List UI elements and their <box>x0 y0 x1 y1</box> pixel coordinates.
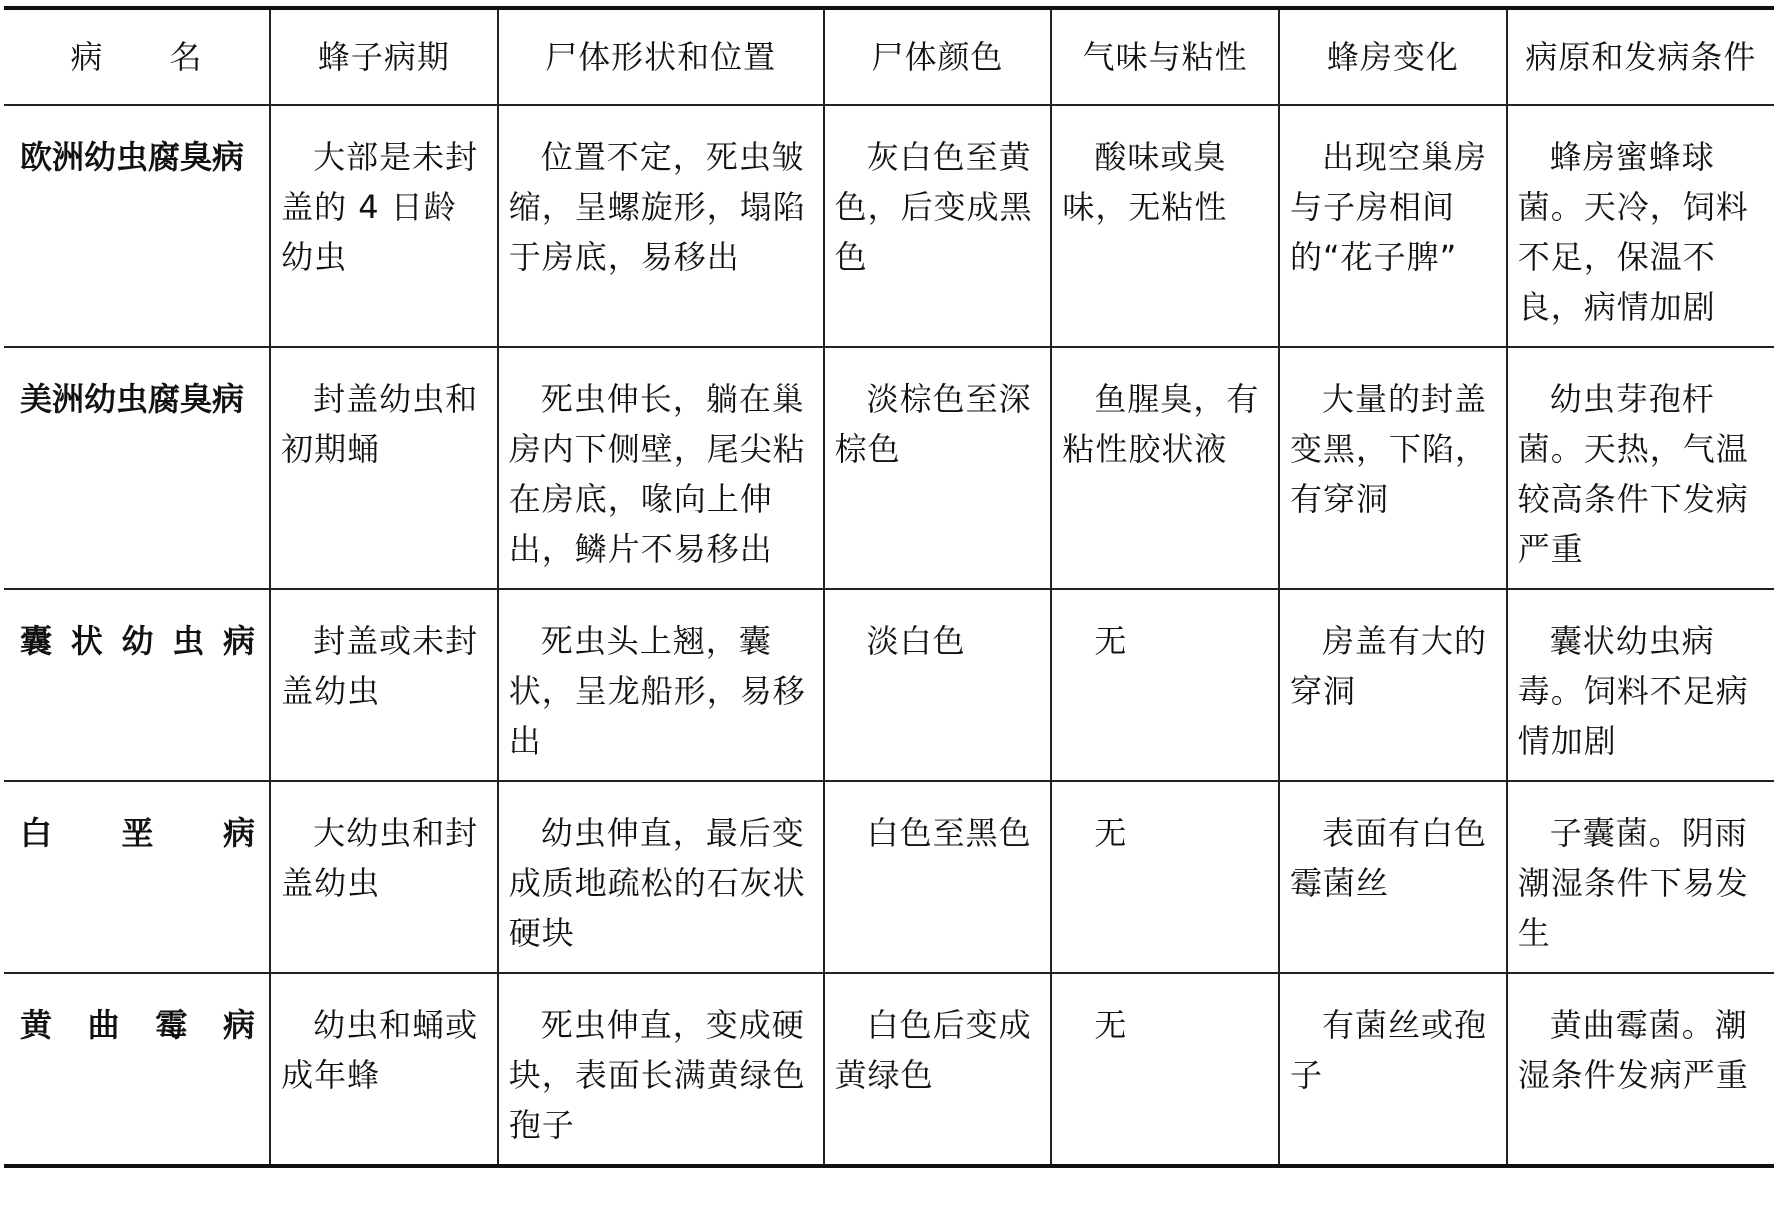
comb-change-cell: 有菌丝或孢子 <box>1279 973 1507 1166</box>
brood-stage-cell: 幼虫和蛹或成年蜂 <box>270 973 498 1166</box>
disease-name-cell: 白垩病 <box>4 781 270 973</box>
corpse-shape-cell: 死虫伸长，躺在巢房内下侧壁，尾尖粘在房底，喙向上伸出，鳞片不易移出 <box>498 347 824 589</box>
corpse-color-cell: 白色至黑色 <box>824 781 1052 973</box>
table-header-row <box>4 8 1774 105</box>
pathogen-cell: 囊状幼虫病毒。饲料不足病情加剧 <box>1507 589 1774 781</box>
header-brood-stage: 蜂子病期 <box>270 8 498 105</box>
header-corpse-color: 尸体颜色 <box>824 8 1052 105</box>
brood-stage-cell: 大部是未封盖的 4 日龄幼虫 <box>270 105 498 347</box>
corpse-color-cell: 淡白色 <box>824 589 1052 781</box>
disease-name-cell: 黄曲霉病 <box>4 973 270 1166</box>
table-row <box>4 105 1774 347</box>
corpse-color-cell: 灰白色至黄色，后变成黑色 <box>824 105 1052 347</box>
disease-name-cell: 美洲幼虫腐臭病 <box>4 347 270 589</box>
table-row <box>4 589 1774 781</box>
brood-stage-cell: 封盖或未封盖幼虫 <box>270 589 498 781</box>
comb-change-cell: 房盖有大的穿洞 <box>1279 589 1507 781</box>
corpse-shape-cell: 位置不定，死虫皱缩，呈螺旋形，塌陷于房底，易移出 <box>498 105 824 347</box>
corpse-color-cell: 淡棕色至深棕色 <box>824 347 1052 589</box>
pathogen-cell: 子囊菌。阴雨潮湿条件下易发生 <box>1507 781 1774 973</box>
comb-change-cell: 大量的封盖变黑，下陷，有穿洞 <box>1279 347 1507 589</box>
header-disease-name: 病 名 <box>4 8 270 105</box>
odor-cell: 无 <box>1051 973 1279 1166</box>
comb-change-cell: 表面有白色霉菌丝 <box>1279 781 1507 973</box>
table-row <box>4 973 1774 1166</box>
odor-cell: 无 <box>1051 781 1279 973</box>
corpse-shape-cell: 死虫伸直，变成硬块，表面长满黄绿色孢子 <box>498 973 824 1166</box>
bee-disease-table <box>4 6 1774 1168</box>
header-odor-viscosity: 气味与粘性 <box>1051 8 1279 105</box>
corpse-color-cell: 白色后变成黄绿色 <box>824 973 1052 1166</box>
pathogen-cell: 黄曲霉菌。潮湿条件发病严重 <box>1507 973 1774 1166</box>
odor-cell: 鱼腥臭，有粘性胶状液 <box>1051 347 1279 589</box>
odor-cell: 无 <box>1051 589 1279 781</box>
brood-stage-cell: 大幼虫和封盖幼虫 <box>270 781 498 973</box>
pathogen-cell: 幼虫芽孢杆菌。天热，气温较高条件下发病严重 <box>1507 347 1774 589</box>
table-row <box>4 347 1774 589</box>
table-row <box>4 781 1774 973</box>
header-corpse-shape: 尸体形状和位置 <box>498 8 824 105</box>
header-comb-change: 蜂房变化 <box>1279 8 1507 105</box>
disease-name-cell: 欧洲幼虫腐臭病 <box>4 105 270 347</box>
corpse-shape-cell: 死虫头上翘，囊状，呈龙船形，易移出 <box>498 589 824 781</box>
disease-name-cell: 囊状幼虫病 <box>4 589 270 781</box>
corpse-shape-cell: 幼虫伸直，最后变成质地疏松的石灰状硬块 <box>498 781 824 973</box>
odor-cell: 酸味或臭味，无粘性 <box>1051 105 1279 347</box>
pathogen-cell: 蜂房蜜蜂球菌。天冷，饲料不足，保温不良，病情加剧 <box>1507 105 1774 347</box>
brood-stage-cell: 封盖幼虫和初期蛹 <box>270 347 498 589</box>
comb-change-cell: 出现空巢房与子房相间的“花子脾” <box>1279 105 1507 347</box>
header-pathogen-conditions: 病原和发病条件 <box>1507 8 1774 105</box>
